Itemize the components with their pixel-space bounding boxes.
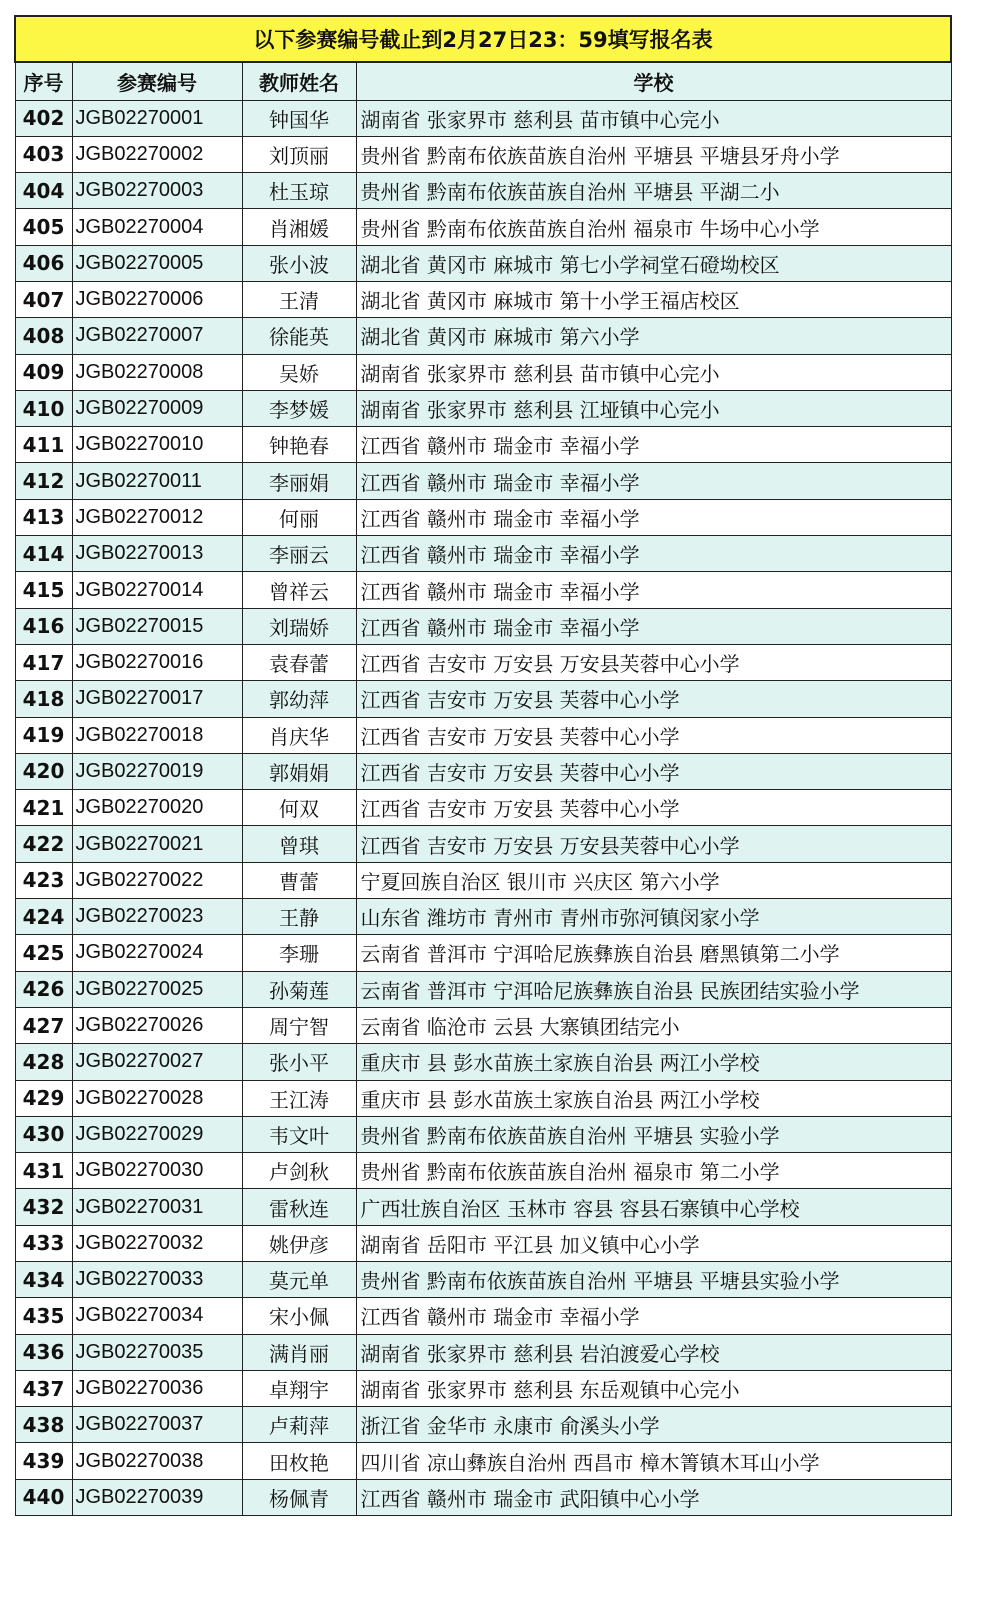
entry-id: JGB02270007	[72, 318, 242, 354]
table-row	[15, 608, 951, 644]
row-number: 432	[15, 1189, 72, 1225]
entry-id: JGB02270021	[72, 826, 242, 862]
school-name: 贵州省 黔南布依族苗族自治州 福泉市 第二小学	[356, 1153, 951, 1189]
entry-id: JGB02270025	[72, 971, 242, 1007]
entry-id: JGB02270003	[72, 173, 242, 209]
entry-id: JGB02270008	[72, 354, 242, 390]
entry-id: JGB02270033	[72, 1262, 242, 1298]
teacher-name: 杨佩青	[242, 1479, 356, 1515]
row-number: 417	[15, 644, 72, 680]
col-header-teacher: 教师姓名	[242, 62, 356, 100]
teacher-name: 何丽	[242, 499, 356, 535]
teacher-name: 曾琪	[242, 826, 356, 862]
school-name: 广西壮族自治区 玉林市 容县 容县石寨镇中心学校	[356, 1189, 951, 1225]
row-number: 430	[15, 1116, 72, 1152]
table-row	[15, 899, 951, 935]
entry-id: JGB02270001	[72, 100, 242, 136]
entry-id: JGB02270017	[72, 681, 242, 717]
entry-id: JGB02270012	[72, 499, 242, 535]
teacher-name: 王清	[242, 281, 356, 317]
entry-id: JGB02270004	[72, 209, 242, 245]
row-number: 421	[15, 790, 72, 826]
entry-id: JGB02270015	[72, 608, 242, 644]
entry-id: JGB02270010	[72, 427, 242, 463]
entry-id: JGB02270037	[72, 1407, 242, 1443]
teacher-name: 卢剑秋	[242, 1153, 356, 1189]
school-name: 重庆市 县 彭水苗族土家族自治县 两江小学校	[356, 1044, 951, 1080]
row-number: 427	[15, 1007, 72, 1043]
teacher-name: 周宁智	[242, 1007, 356, 1043]
row-number: 405	[15, 209, 72, 245]
school-name: 江西省 赣州市 瑞金市 幸福小学	[356, 463, 951, 499]
table-row	[15, 354, 951, 390]
teacher-name: 莫元单	[242, 1262, 356, 1298]
row-number: 407	[15, 281, 72, 317]
table-row	[15, 1298, 951, 1334]
school-name: 宁夏回族自治区 银川市 兴庆区 第六小学	[356, 862, 951, 898]
sheet-title: 以下参赛编号截止到2月27日23：59填写报名表	[15, 16, 951, 62]
row-number: 414	[15, 536, 72, 572]
row-number: 434	[15, 1262, 72, 1298]
teacher-name: 李丽云	[242, 536, 356, 572]
teacher-name: 韦文叶	[242, 1116, 356, 1152]
teacher-name: 王江涛	[242, 1080, 356, 1116]
row-number: 416	[15, 608, 72, 644]
school-name: 云南省 临沧市 云县 大寨镇团结完小	[356, 1007, 951, 1043]
row-number: 429	[15, 1080, 72, 1116]
teacher-name: 肖庆华	[242, 717, 356, 753]
teacher-name: 李梦媛	[242, 390, 356, 426]
table-row	[15, 572, 951, 608]
row-number: 437	[15, 1370, 72, 1406]
entry-id: JGB02270022	[72, 862, 242, 898]
entry-id: JGB02270019	[72, 753, 242, 789]
teacher-name: 郭娟娟	[242, 753, 356, 789]
teacher-name: 杜玉琼	[242, 173, 356, 209]
teacher-name: 何双	[242, 790, 356, 826]
teacher-name: 肖湘媛	[242, 209, 356, 245]
school-name: 山东省 潍坊市 青州市 青州市弥河镇闵家小学	[356, 899, 951, 935]
school-name: 四川省 凉山彝族自治州 西昌市 樟木箐镇木耳山小学	[356, 1443, 951, 1479]
school-name: 江西省 赣州市 瑞金市 幸福小学	[356, 1298, 951, 1334]
row-number: 440	[15, 1479, 72, 1515]
entry-id: JGB02270027	[72, 1044, 242, 1080]
table-row	[15, 499, 951, 535]
school-name: 江西省 吉安市 万安县 芙蓉中心小学	[356, 790, 951, 826]
teacher-name: 宋小佩	[242, 1298, 356, 1334]
teacher-name: 钟艳春	[242, 427, 356, 463]
teacher-name: 满肖丽	[242, 1334, 356, 1370]
school-name: 江西省 吉安市 万安县 万安县芙蓉中心小学	[356, 644, 951, 680]
school-name: 贵州省 黔南布依族苗族自治州 平塘县 实验小学	[356, 1116, 951, 1152]
school-name: 湖南省 岳阳市 平江县 加义镇中心小学	[356, 1225, 951, 1261]
table-row	[15, 390, 951, 426]
school-name: 江西省 吉安市 万安县 芙蓉中心小学	[356, 753, 951, 789]
teacher-name: 雷秋连	[242, 1189, 356, 1225]
row-number: 426	[15, 971, 72, 1007]
school-name: 湖南省 张家界市 慈利县 苗市镇中心完小	[356, 354, 951, 390]
teacher-name: 卢莉萍	[242, 1407, 356, 1443]
table-row	[15, 1370, 951, 1406]
entry-id: JGB02270006	[72, 281, 242, 317]
row-number: 431	[15, 1153, 72, 1189]
table-row	[15, 427, 951, 463]
school-name: 湖南省 张家界市 慈利县 东岳观镇中心完小	[356, 1370, 951, 1406]
school-name: 浙江省 金华市 永康市 俞溪头小学	[356, 1407, 951, 1443]
school-name: 江西省 赣州市 瑞金市 武阳镇中心小学	[356, 1479, 951, 1515]
row-number: 436	[15, 1334, 72, 1370]
table-row	[15, 281, 951, 317]
entry-id: JGB02270014	[72, 572, 242, 608]
entry-id: JGB02270036	[72, 1370, 242, 1406]
teacher-name: 钟国华	[242, 100, 356, 136]
teacher-name: 张小波	[242, 245, 356, 281]
col-header-no: 序号	[15, 62, 72, 100]
entry-id: JGB02270009	[72, 390, 242, 426]
entry-id: JGB02270034	[72, 1298, 242, 1334]
row-number: 428	[15, 1044, 72, 1080]
table-row	[15, 536, 951, 572]
teacher-name: 袁春蕾	[242, 644, 356, 680]
table-row	[15, 1479, 951, 1515]
row-number: 438	[15, 1407, 72, 1443]
school-name: 湖南省 张家界市 慈利县 岩泊渡爱心学校	[356, 1334, 951, 1370]
table-body	[15, 100, 951, 1516]
school-name: 湖北省 黄冈市 麻城市 第六小学	[356, 318, 951, 354]
table-row	[15, 1262, 951, 1298]
entry-id: JGB02270029	[72, 1116, 242, 1152]
table-row	[15, 100, 951, 136]
table-row	[15, 681, 951, 717]
table-row	[15, 1080, 951, 1116]
school-name: 湖北省 黄冈市 麻城市 第七小学祠堂石磴坳校区	[356, 245, 951, 281]
teacher-name: 卓翔宇	[242, 1370, 356, 1406]
table-row	[15, 209, 951, 245]
entry-id: JGB02270032	[72, 1225, 242, 1261]
table-row	[15, 245, 951, 281]
entry-id: JGB02270035	[72, 1334, 242, 1370]
teacher-name: 李丽娟	[242, 463, 356, 499]
entry-id: JGB02270038	[72, 1443, 242, 1479]
entry-id: JGB02270031	[72, 1189, 242, 1225]
row-number: 411	[15, 427, 72, 463]
entry-id: JGB02270024	[72, 935, 242, 971]
teacher-name: 吴娇	[242, 354, 356, 390]
table-row	[15, 1007, 951, 1043]
entry-id: JGB02270013	[72, 536, 242, 572]
school-name: 云南省 普洱市 宁洱哈尼族彝族自治县 磨黑镇第二小学	[356, 935, 951, 971]
table-row	[15, 826, 951, 862]
table-row	[15, 1443, 951, 1479]
row-number: 435	[15, 1298, 72, 1334]
table-row	[15, 1116, 951, 1152]
teacher-name: 曹蕾	[242, 862, 356, 898]
row-number: 419	[15, 717, 72, 753]
school-name: 云南省 普洱市 宁洱哈尼族彝族自治县 民族团结实验小学	[356, 971, 951, 1007]
school-name: 贵州省 黔南布依族苗族自治州 平塘县 平塘县实验小学	[356, 1262, 951, 1298]
entry-id: JGB02270020	[72, 790, 242, 826]
table-row	[15, 790, 951, 826]
row-number: 410	[15, 390, 72, 426]
col-header-school: 学校	[356, 62, 951, 100]
teacher-name: 郭幼萍	[242, 681, 356, 717]
teacher-name: 王静	[242, 899, 356, 935]
row-number: 418	[15, 681, 72, 717]
teacher-name: 张小平	[242, 1044, 356, 1080]
row-number: 424	[15, 899, 72, 935]
school-name: 江西省 赣州市 瑞金市 幸福小学	[356, 427, 951, 463]
school-name: 贵州省 黔南布依族苗族自治州 福泉市 牛场中心小学	[356, 209, 951, 245]
row-number: 412	[15, 463, 72, 499]
col-header-id: 参赛编号	[72, 62, 242, 100]
teacher-name: 姚伊彦	[242, 1225, 356, 1261]
school-name: 江西省 吉安市 万安县 芙蓉中心小学	[356, 681, 951, 717]
row-number: 402	[15, 100, 72, 136]
table-row	[15, 1407, 951, 1443]
table-row	[15, 935, 951, 971]
row-number: 433	[15, 1225, 72, 1261]
row-number: 408	[15, 318, 72, 354]
entry-id: JGB02270002	[72, 136, 242, 172]
table-row	[15, 463, 951, 499]
table-row	[15, 1334, 951, 1370]
row-number: 409	[15, 354, 72, 390]
school-name: 江西省 吉安市 万安县 万安县芙蓉中心小学	[356, 826, 951, 862]
table-row	[15, 136, 951, 172]
entry-id: JGB02270018	[72, 717, 242, 753]
row-number: 425	[15, 935, 72, 971]
school-name: 湖南省 张家界市 慈利县 江垭镇中心完小	[356, 390, 951, 426]
table-row	[15, 173, 951, 209]
entry-id: JGB02270030	[72, 1153, 242, 1189]
row-number: 423	[15, 862, 72, 898]
row-number: 420	[15, 753, 72, 789]
row-number: 415	[15, 572, 72, 608]
entry-id: JGB02270011	[72, 463, 242, 499]
teacher-name: 刘瑞娇	[242, 608, 356, 644]
school-name: 湖北省 黄冈市 麻城市 第十小学王福店校区	[356, 281, 951, 317]
school-name: 江西省 赣州市 瑞金市 幸福小学	[356, 572, 951, 608]
teacher-name: 曾祥云	[242, 572, 356, 608]
row-number: 413	[15, 499, 72, 535]
entry-id: JGB02270005	[72, 245, 242, 281]
school-name: 江西省 赣州市 瑞金市 幸福小学	[356, 499, 951, 535]
teacher-name: 李珊	[242, 935, 356, 971]
school-name: 江西省 赣州市 瑞金市 幸福小学	[356, 608, 951, 644]
school-name: 江西省 吉安市 万安县 芙蓉中心小学	[356, 717, 951, 753]
table-row	[15, 318, 951, 354]
entry-id: JGB02270026	[72, 1007, 242, 1043]
table-row	[15, 1044, 951, 1080]
table-row	[15, 1153, 951, 1189]
entry-id: JGB02270023	[72, 899, 242, 935]
row-number: 422	[15, 826, 72, 862]
table-row	[15, 862, 951, 898]
entry-id: JGB02270039	[72, 1479, 242, 1515]
row-number: 404	[15, 173, 72, 209]
registration-table	[14, 15, 952, 1516]
teacher-name: 田枚艳	[242, 1443, 356, 1479]
table-row	[15, 1189, 951, 1225]
header-row	[15, 62, 951, 100]
school-name: 江西省 赣州市 瑞金市 幸福小学	[356, 536, 951, 572]
table-row	[15, 644, 951, 680]
row-number: 406	[15, 245, 72, 281]
school-name: 重庆市 县 彭水苗族土家族自治县 两江小学校	[356, 1080, 951, 1116]
teacher-name: 徐能英	[242, 318, 356, 354]
school-name: 贵州省 黔南布依族苗族自治州 平塘县 平湖二小	[356, 173, 951, 209]
teacher-name: 刘顶丽	[242, 136, 356, 172]
entry-id: JGB02270016	[72, 644, 242, 680]
table-row	[15, 971, 951, 1007]
entry-id: JGB02270028	[72, 1080, 242, 1116]
table-row	[15, 753, 951, 789]
school-name: 湖南省 张家界市 慈利县 苗市镇中心完小	[356, 100, 951, 136]
table-row	[15, 717, 951, 753]
teacher-name: 孙菊莲	[242, 971, 356, 1007]
school-name: 贵州省 黔南布依族苗族自治州 平塘县 平塘县牙舟小学	[356, 136, 951, 172]
row-number: 403	[15, 136, 72, 172]
table-row	[15, 1225, 951, 1261]
row-number: 439	[15, 1443, 72, 1479]
